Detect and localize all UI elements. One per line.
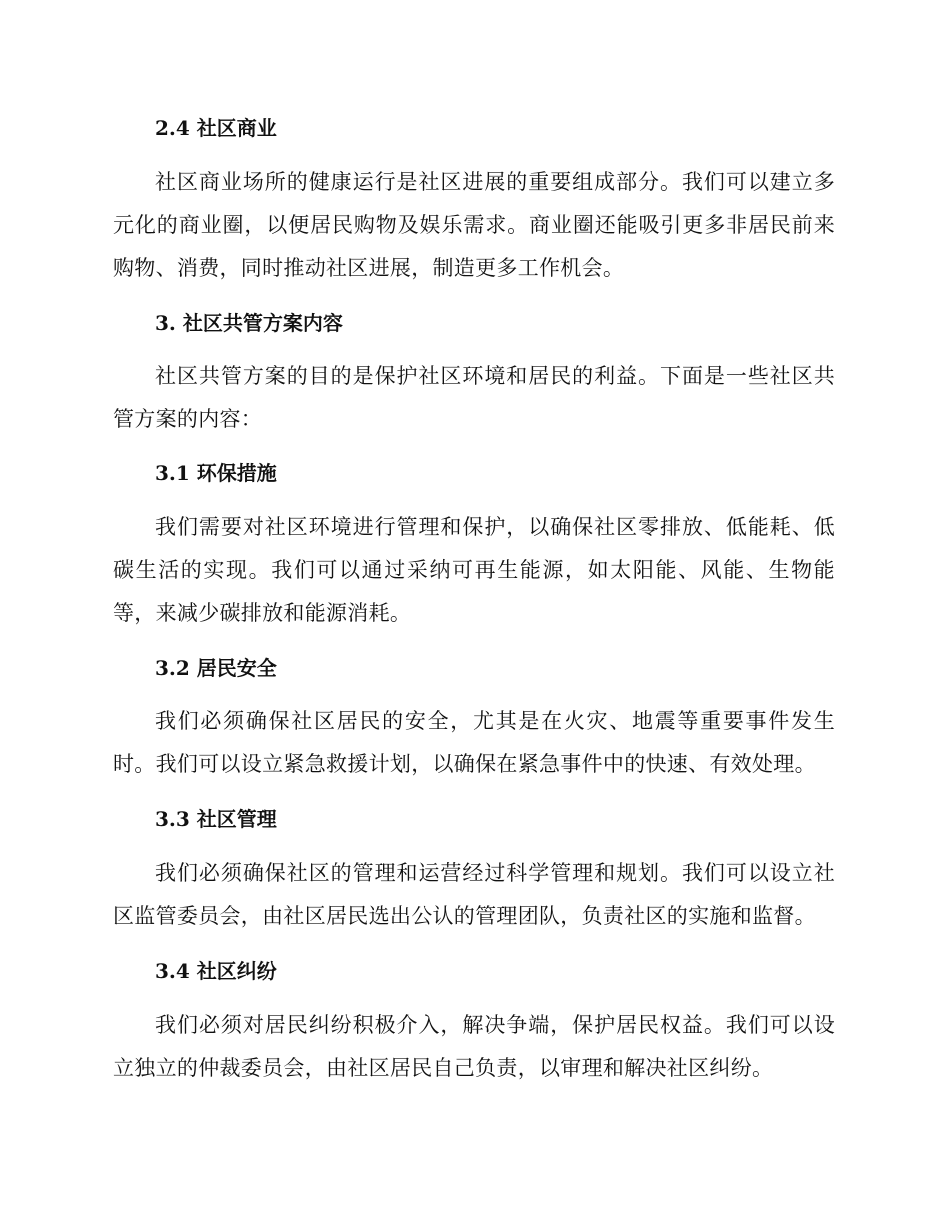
section-heading-3-1: 3.1 环保措施 [155,461,277,485]
section-heading-2-4: 2.4 社区商业 [155,116,277,140]
section-body-3-2: 我们必须确保社区居民的安全，尤其是在火灾、地震等重要事件发生时。我们可以设立紧急救援计划，以确保在紧急事件中的快速、有效处理。 [113,709,835,776]
section-body-3-1: 我们需要对社区环境进行管理和保护，以确保社区零排放、低能耗、低碳生活的实现。我们可以通过采纳可再生能源，如太阳能、风能、生物能等，来减少碳排放和能源消耗。 [113,515,835,625]
section-heading-3-3: 3.3 社区管理 [155,807,277,831]
section-heading-3-4: 3.4 社区纠纷 [155,959,277,983]
section-heading-3-2: 3.2 居民安全 [155,656,277,680]
section-body-3-4: 我们必须对居民纠纷积极介入，解决争端，保护居民权益。我们可以设立独立的仲裁委员会，由社区居民自己负责，以审理和解决社区纠纷。 [113,1013,835,1080]
section-body-3-3: 我们必须确保社区的管理和运营经过科学管理和规划。我们可以设立社区监管委员会，由社区居民选出公认的管理团队，负责社区的实施和监督。 [113,861,835,928]
section-body-2-4: 社区商业场所的健康运行是社区进展的重要组成部分。我们可以建立多元化的商业圈，以便居民购物及娱乐需求。商业圈还能吸引更多非居民前来购物、消费，同时推动社区进展，制造更多工作机会。 [113,170,835,280]
section-body-3: 社区共管方案的目的是保护社区环境和居民的利益。下面是一些社区共管方案的内容： [113,364,835,431]
section-heading-3: 3. 社区共管方案内容 [155,311,343,335]
